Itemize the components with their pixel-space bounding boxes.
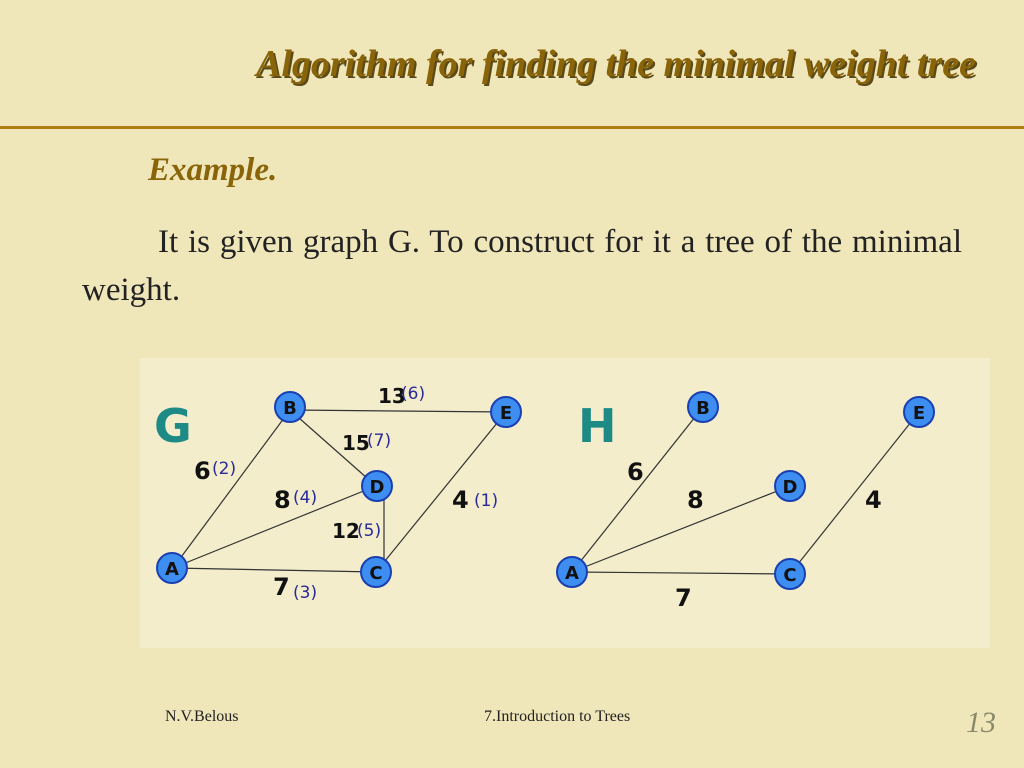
node-g-c: [361, 557, 391, 587]
order-g-b-a: (2): [212, 459, 237, 479]
node-h-c: [775, 559, 805, 589]
weight-g-d-c: 12: [332, 519, 360, 543]
footer-author: N.V.Belous: [165, 708, 239, 725]
edge-h-a-c: [572, 572, 790, 574]
footer-topic: 7.Introduction to Trees: [484, 708, 631, 725]
order-g-a-d: (4): [293, 488, 318, 508]
edge-g-a-c: [173, 568, 376, 572]
weight-g-a-c: 7: [273, 573, 290, 601]
node-h-b: [688, 392, 718, 422]
order-g-b-e: (6): [401, 384, 426, 404]
svg-text:A: A: [165, 559, 179, 580]
weight-g-e-c: 4: [452, 486, 469, 514]
example-label: Example.: [148, 152, 278, 188]
node-g-a: [157, 553, 187, 583]
edge-h-a-d: [572, 486, 790, 572]
problem-statement: It is given graph G. To construct for it a tree of the minimal weight.: [82, 224, 962, 308]
graph-g: [154, 384, 521, 603]
svg-text:E: E: [912, 403, 926, 424]
weight-g-b-e: 13: [378, 384, 406, 408]
weight-g-b-a: 6: [194, 457, 211, 485]
svg-text:D: D: [369, 477, 385, 498]
svg-text:B: B: [696, 398, 710, 419]
node-g-d: [362, 471, 392, 501]
weight-h-a-c: 7: [675, 584, 692, 612]
weight-g-a-d: 8: [274, 486, 291, 514]
edge-h-c-e: [790, 412, 919, 574]
node-g-e: [491, 397, 521, 427]
svg-text:A: A: [565, 563, 579, 584]
order-g-a-c: (3): [293, 583, 318, 603]
graph-h-label: H: [578, 399, 617, 453]
svg-text:C: C: [369, 563, 383, 584]
node-h-d: [775, 471, 805, 501]
svg-text:E: E: [499, 403, 513, 424]
weight-h-a-b: 6: [627, 458, 644, 486]
weight-h-c-e: 4: [865, 486, 882, 514]
svg-text:C: C: [783, 565, 797, 586]
node-h-a: [557, 557, 587, 587]
graph-h: [557, 392, 934, 612]
weight-g-b-d: 15: [342, 431, 370, 455]
page-number: 13: [966, 706, 996, 739]
svg-text:B: B: [283, 398, 297, 419]
graph-g-label: G: [154, 399, 192, 453]
order-g-e-c: (1): [474, 491, 499, 511]
slide-title: Algorithm for finding the minimal weight tree: [256, 43, 976, 85]
node-h-e: [904, 397, 934, 427]
order-g-d-c: (5): [357, 521, 382, 541]
weight-h-a-d: 8: [687, 486, 704, 514]
edge-g-b-e: [290, 410, 506, 412]
svg-text:D: D: [782, 477, 798, 498]
node-g-b: [275, 392, 305, 422]
order-g-b-d: (7): [367, 431, 392, 451]
